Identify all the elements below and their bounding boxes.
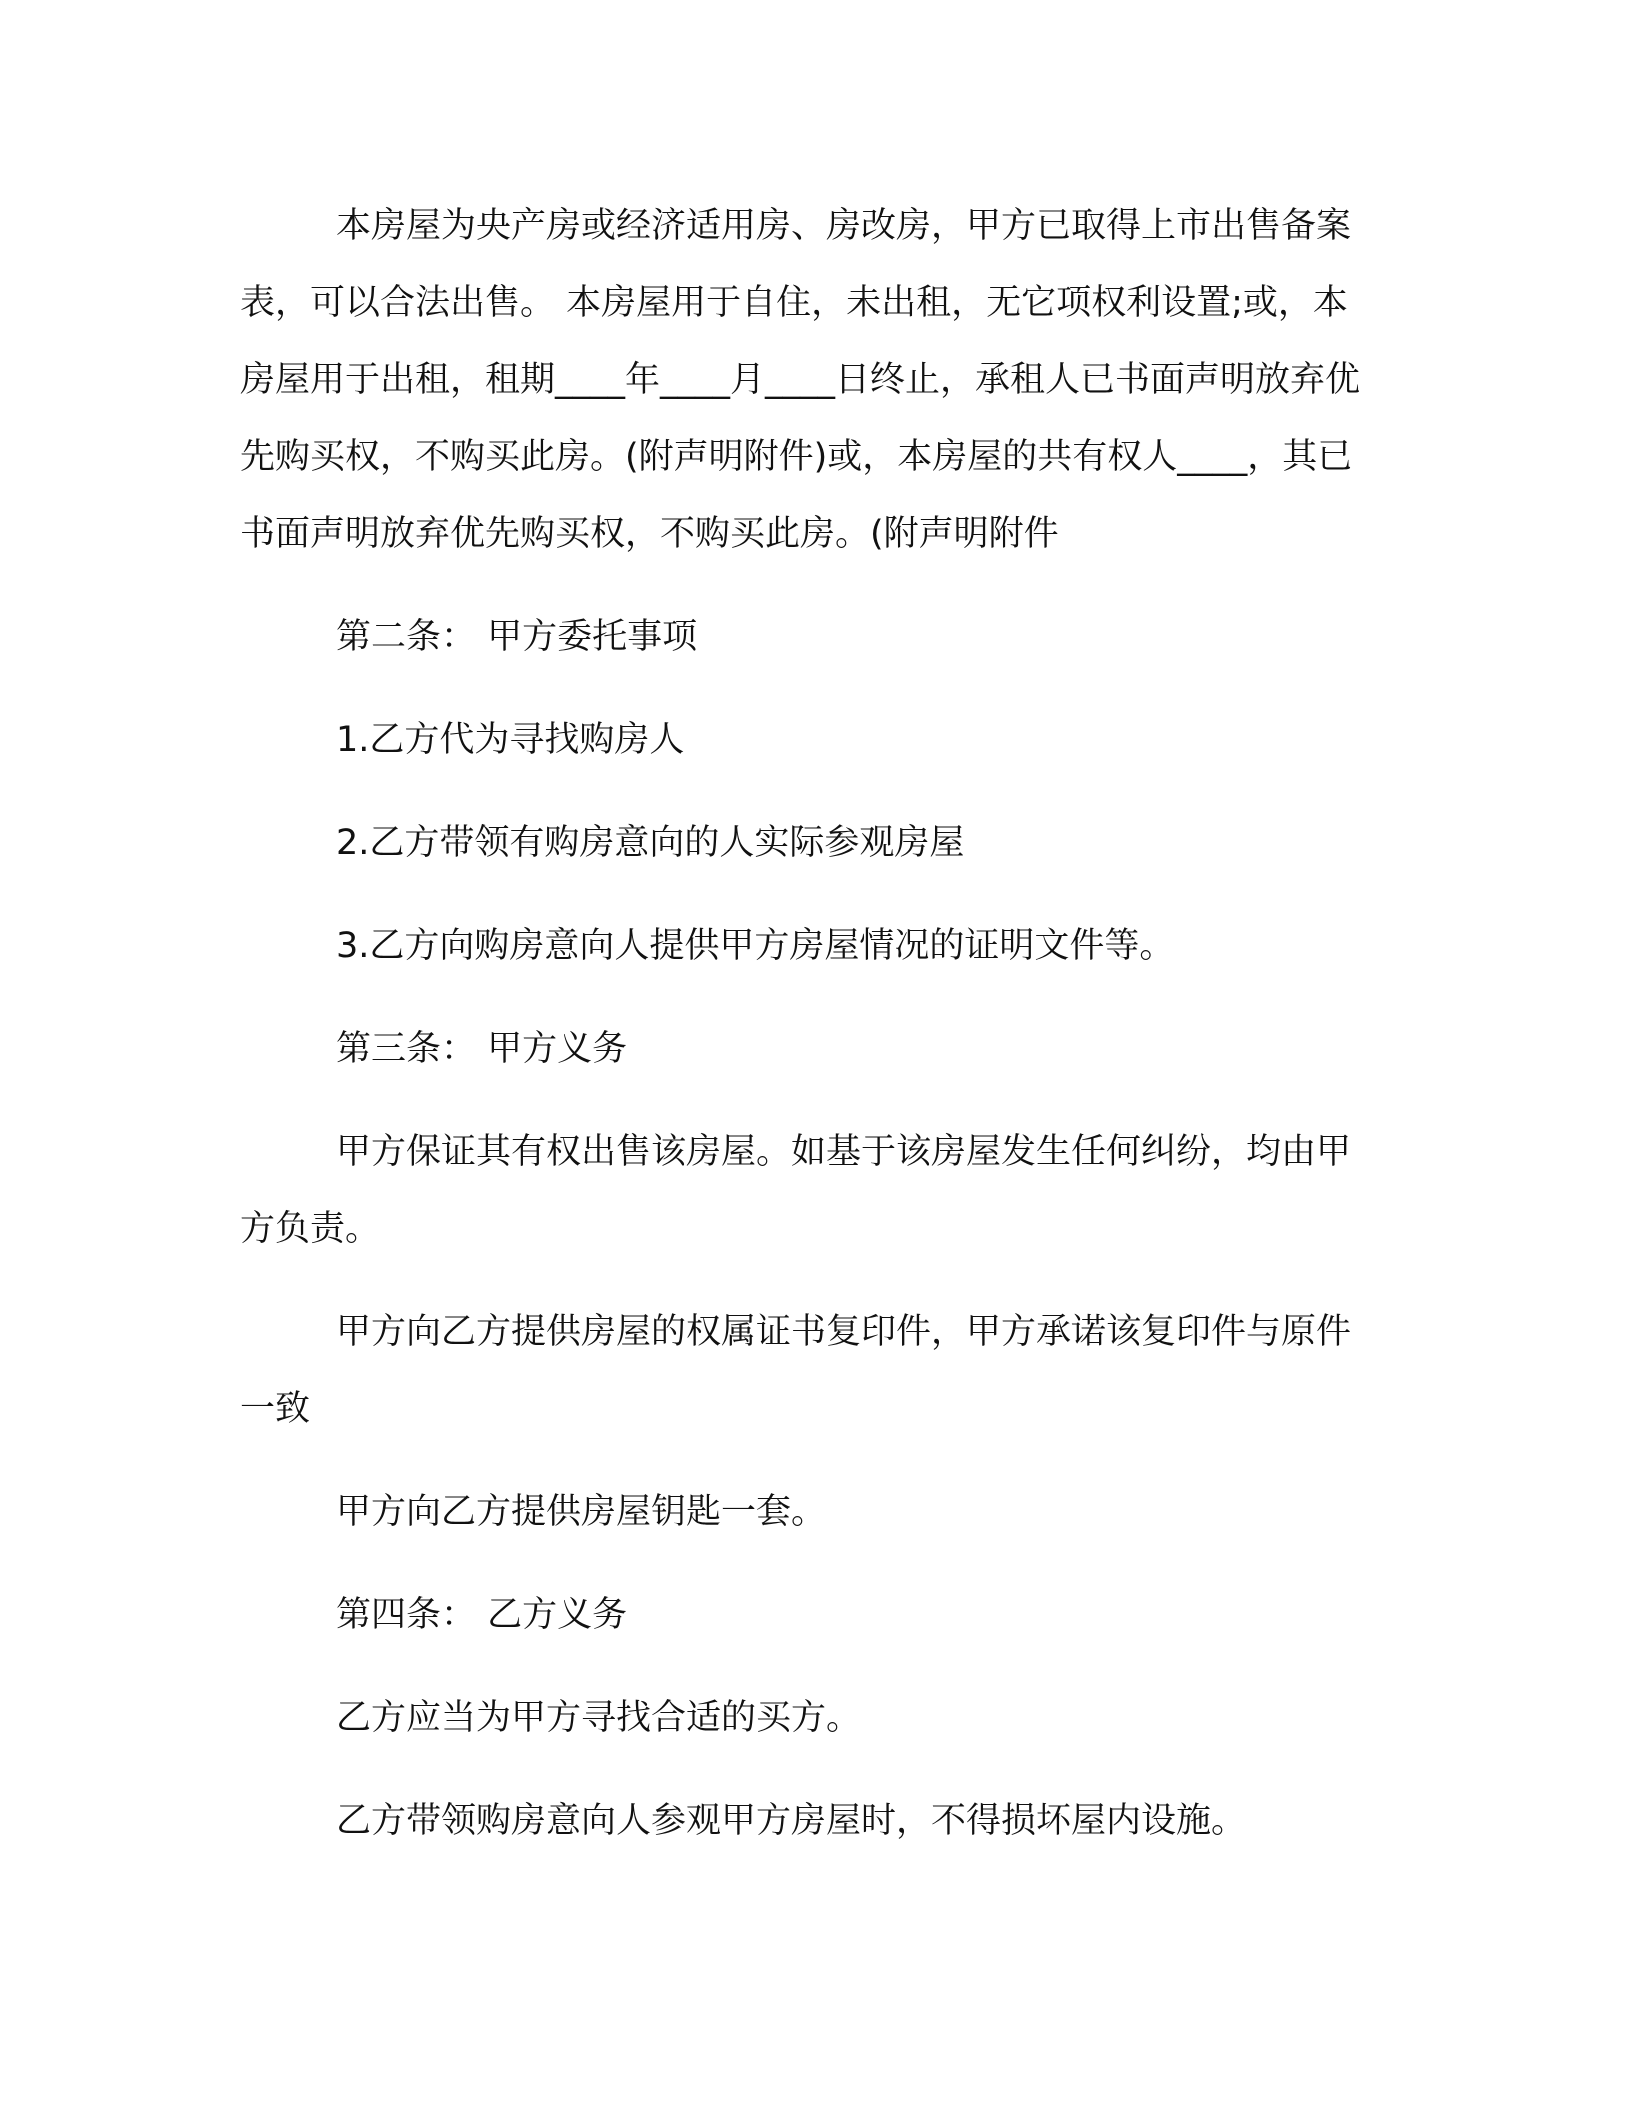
paragraph-property-status: 本房屋为央产房或经济适用房、房改房，甲方已取得上市出售备案表，可以合法出售。 本房屋用于自住，未出租，无它项权利设置;或，本房屋用于出租，租期____年____月____日终止，承租人已书面声明放弃优先购买权，不购买此房。(附声明附件)或，本房屋的共有权人____，其已书面声明放弃优先购买权，不购买此房。(附声明附件	[240, 206, 1361, 554]
article-4-heading: 第四条： 乙方义务	[336, 1595, 628, 1635]
paragraph-party-b-viewing: 乙方带领购房意向人参观甲方房屋时，不得损坏屋内设施。	[336, 1801, 1247, 1841]
paragraph-party-a-keys: 甲方向乙方提供房屋钥匙一套。	[336, 1492, 827, 1532]
article-3-heading: 第三条： 甲方义务	[336, 1029, 628, 1069]
document-body	[240, 188, 1380, 1860]
paragraph-party-a-certificate: 甲方向乙方提供房屋的权属证书复印件，甲方承诺该复印件与原件一致	[240, 1312, 1352, 1429]
paragraph-party-b-find-buyer: 乙方应当为甲方寻找合适的买方。	[336, 1698, 862, 1738]
paragraph-item-3: 3.乙方向购房意向人提供甲方房屋情况的证明文件等。	[336, 926, 1175, 966]
article-2-heading: 第二条： 甲方委托事项	[336, 617, 698, 657]
paragraph-item-1: 1.乙方代为寻找购房人	[336, 720, 685, 760]
paragraph-item-2: 2.乙方带领有购房意向的人实际参观房屋	[336, 823, 965, 863]
paragraph-party-a-guarantee: 甲方保证其有权出售该房屋。如基于该房屋发生任何纠纷，均由甲方负责。	[240, 1132, 1352, 1249]
